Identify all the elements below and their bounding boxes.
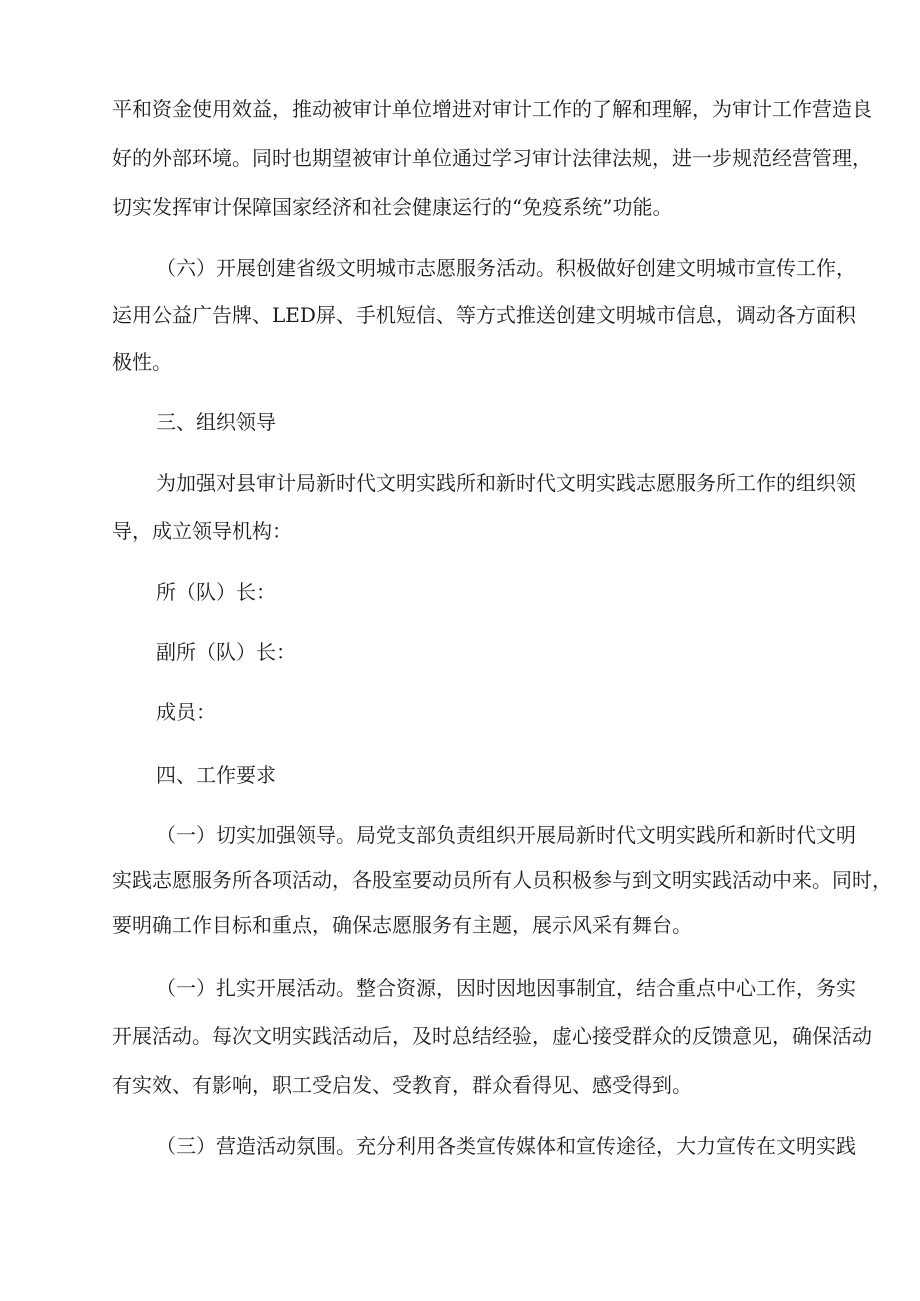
section-heading-organization: 三、组织领导 <box>156 410 276 434</box>
text-line: 切实发挥审计保障国家经济和社会健康运行的“免疫系统”功能。 <box>112 195 673 219</box>
text-line: 实践志愿服务所各项活动，各股室要动员所有人员积极参与到文明实践活动中来。同时， <box>112 868 892 892</box>
text-line: 运用公益广告牌、LED屏、手机短信、等方式推送创建文明城市信息，调动各方面积 <box>112 303 856 327</box>
text-line: 要明确工作目标和重点，确保志愿服务有主题，展示风采有舞台。 <box>112 913 692 937</box>
text-line: 平和资金使用效益，推动被审计单位增进对审计工作的了解和理解，为审计工作营造良 <box>112 97 872 121</box>
members-line: 成员： <box>156 700 216 724</box>
text-line: （三）营造活动氛围。充分利用各类宣传媒体和宣传途径，大力宣传在文明实践 <box>156 1134 856 1158</box>
deputy-leader-line: 副所（队）长： <box>156 640 296 664</box>
text-line: （一）扎实开展活动。整合资源，因时因地因事制宜，结合重点中心工作，务实 <box>156 976 856 1000</box>
text-line: 好的外部环境。同时也期望被审计单位通过学习审计法律法规，进一步规范经营管理， <box>112 146 872 170</box>
text-line: 导，成立领导机构： <box>112 519 292 543</box>
text-line: （一）切实加强领导。局党支部负责组织开展局新时代文明实践所和新时代文明 <box>156 823 856 847</box>
text-line: （六）开展创建省级文明城市志愿服务活动。积极做好创建文明城市宣传工作， <box>156 256 856 280</box>
text-line: 极性。 <box>112 350 172 374</box>
text-line: 为加强对县审计局新时代文明实践所和新时代文明实践志愿服务所工作的组织领 <box>156 471 856 495</box>
text-line: 开展活动。每次文明实践活动后，及时总结经验，虚心接受群众的反馈意见，确保活动 <box>112 1024 872 1048</box>
leader-line: 所（队）长： <box>156 580 276 604</box>
text-line: 有实效、有影响，职工受启发、受教育，群众看得见、感受得到。 <box>112 1073 692 1097</box>
section-heading-requirements: 四、工作要求 <box>156 763 276 787</box>
